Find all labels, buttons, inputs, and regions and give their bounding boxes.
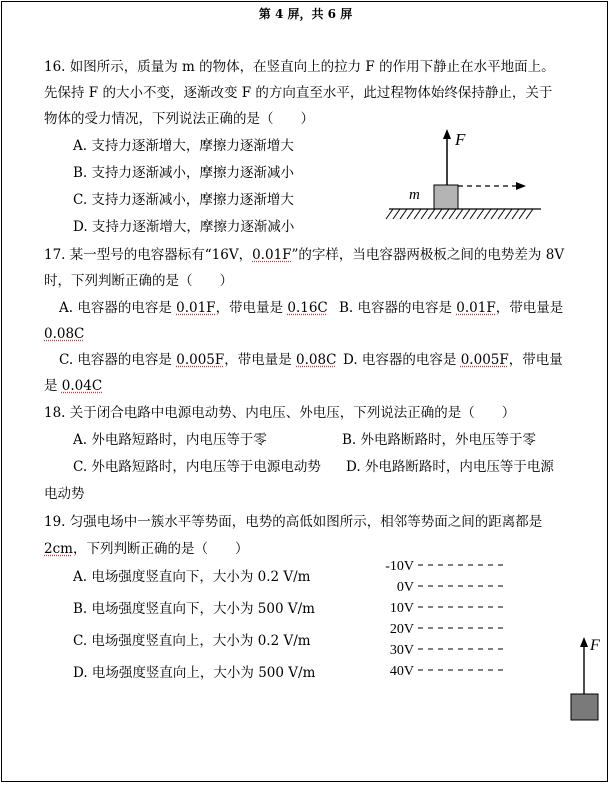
q18-option-a[interactable]: A. 外电路短路时，内电压等于零 <box>73 432 267 448</box>
hatch-mark <box>512 209 519 219</box>
q16-force-figure <box>385 123 545 228</box>
q17-option-d[interactable]: D. 电容器的电容是 0.005F，带电量 <box>343 352 563 368</box>
hatch-mark <box>477 209 484 219</box>
potential-label: 30V <box>389 643 414 658</box>
hatch-mark <box>407 209 414 219</box>
q18-option-b[interactable]: B. 外电路断路时，外电压等于零 <box>342 432 537 448</box>
hatch-mark <box>449 209 456 219</box>
q18-option-d-cont: 电动势 <box>44 486 85 502</box>
corner-arrow-head-icon <box>580 637 588 647</box>
corner-force-label: F <box>590 637 600 654</box>
potential-label: 10V <box>389 601 414 616</box>
hatch-mark <box>491 209 498 219</box>
hatch-mark <box>505 209 512 219</box>
potential-label: -10V <box>385 559 414 574</box>
q19-option-d[interactable]: D. 电场强度竖直向上，大小为 500 V/m <box>73 665 316 681</box>
q19-option-c[interactable]: C. 电场强度竖直向上，大小为 0.2 V/m <box>73 633 311 649</box>
q18-line1: 18. 关于闭合电路中电源电动势、内电压、外电压，下列说法正确的是（ ） <box>44 405 516 421</box>
q19-equipotential-figure <box>378 553 518 678</box>
ground-hatching <box>386 209 533 219</box>
q19-line2: 2cm，下列判断正确的是（ ） <box>44 541 249 557</box>
corner-force-figure <box>562 630 608 724</box>
q16-line2: 先保持 F 的大小不变，逐渐改变 F 的方向直至水平，此过程物体始终保持静止，关于 <box>44 85 553 101</box>
q16-option-b[interactable]: B. 支持力逐渐减小，摩擦力逐渐减小 <box>73 165 295 181</box>
hatch-mark <box>456 209 463 219</box>
corner-mass-block <box>571 694 598 720</box>
dashed-arrow-head-icon <box>516 182 526 190</box>
hatch-mark <box>498 209 505 219</box>
q18-option-d[interactable]: D. 外电路断路时，内电压等于电源 <box>346 459 554 475</box>
equipotential-lines <box>385 559 508 678</box>
potential-label: 0V <box>396 580 414 595</box>
page-header: 第 4 屏，共 6 屏 <box>258 7 353 21</box>
q16-option-a[interactable]: A. 支持力逐渐增大，摩擦力逐渐增大 <box>73 138 294 154</box>
q17-line2: 时，下列判断正确的是（ ） <box>44 273 233 289</box>
mass-label: m <box>409 187 420 203</box>
hatch-mark <box>470 209 477 219</box>
q16-line3: 物体的受力情况，下列说法正确的是（ ） <box>44 111 314 127</box>
hatch-mark <box>414 209 421 219</box>
q17-option-b-cont: 0.08C <box>44 326 85 342</box>
q19-line1: 19. 匀强电场中一簇水平等势面，电势的高低如图所示，相邻等势面之间的距离都是 <box>44 514 543 530</box>
potential-label: 20V <box>389 622 414 637</box>
q17-option-c[interactable]: C. 电容器的电容是 0.005F，带电量是 0.08C <box>59 352 337 368</box>
hatch-mark <box>400 209 407 219</box>
hatch-mark <box>463 209 470 219</box>
arrow-head-icon <box>443 129 451 139</box>
hatch-mark <box>421 209 428 219</box>
hatch-mark <box>428 209 435 219</box>
hatch-mark <box>526 209 533 219</box>
q17-line1: 17. 某一型号的电容器标有“16V，0.01F”的字样，当电容器两极板之间的电势差为 8V <box>44 247 565 263</box>
q17-option-d-cont: 是 0.04C <box>44 378 103 394</box>
hatch-mark <box>442 209 449 219</box>
q16-line1: 16. 如图所示，质量为 m 的物体，在竖直向上的拉力 F 的作用下静止在水平地面上。 <box>44 59 555 75</box>
q19-option-b[interactable]: B. 电场强度竖直向下，大小为 500 V/m <box>73 601 315 617</box>
q19-option-a[interactable]: A. 电场强度竖直向下，大小为 0.2 V/m <box>73 569 311 585</box>
hatch-mark <box>484 209 491 219</box>
mass-block <box>434 185 458 209</box>
force-label: F <box>455 130 466 149</box>
hatch-mark <box>519 209 526 219</box>
q17-option-b[interactable]: B. 电容器的电容是 0.01F，带电量是 <box>339 300 564 316</box>
q16-option-c[interactable]: C. 支持力逐渐减小，摩擦力逐渐增大 <box>73 192 294 208</box>
hatch-mark <box>386 209 393 219</box>
hatch-mark <box>393 209 400 219</box>
hatch-mark <box>435 209 442 219</box>
potential-label: 40V <box>389 664 414 678</box>
q17-option-a[interactable]: A. 电容器的电容是 0.01F，带电量是 0.16C <box>59 300 328 316</box>
q16-option-d[interactable]: D. 支持力逐渐增大，摩擦力逐渐减小 <box>73 219 295 235</box>
q18-option-c[interactable]: C. 外电路短路时，内电压等于电源电动势 <box>73 459 321 475</box>
